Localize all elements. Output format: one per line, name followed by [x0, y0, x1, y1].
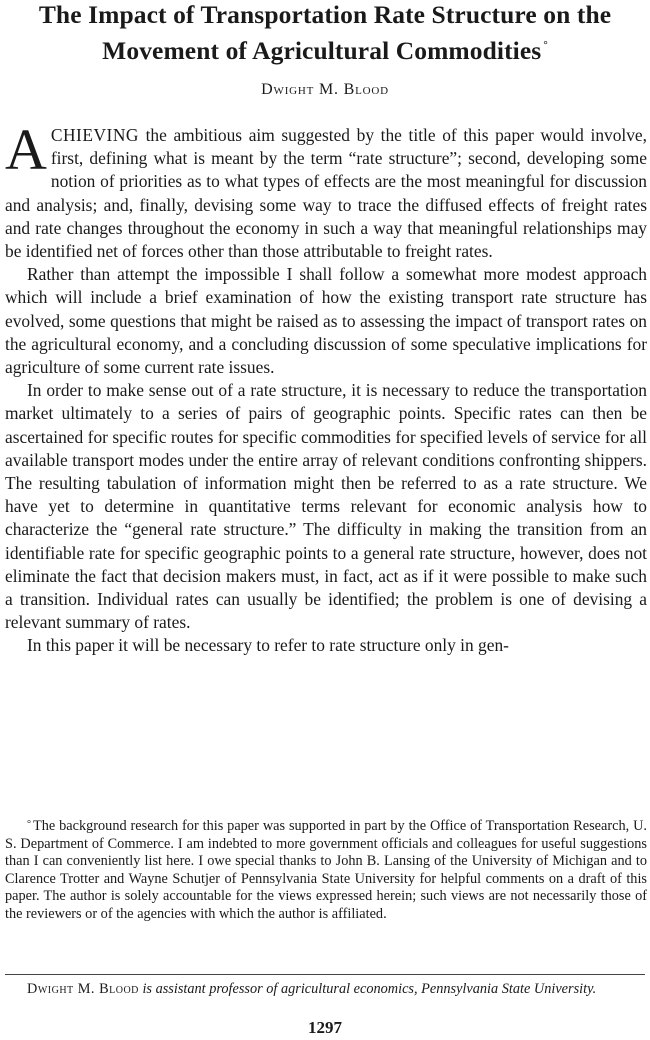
footnote-marker: °	[27, 819, 31, 830]
paragraph-4: In this paper it will be necessary to refer to rate structure only in gen-	[27, 635, 509, 656]
footnote-divider	[5, 974, 645, 975]
title-line-2: Movement of Agricultural Commodities	[102, 36, 542, 65]
paragraph-1	[5, 117, 647, 263]
paragraph-2: Rather than attempt the impossible I shall follow a somewhat more modest approach which will include a brief examination of how the existing transport rate structure has evolved, some questions that might be raised as to assessing the impact of transport rates on the agricultural economy, and a concluding discussion of some speculative implications for agriculture of some current rate issues.	[5, 264, 647, 378]
bio-author-name: Dwight M. Blood	[27, 981, 139, 997]
title-line-1: The Impact of Transportation Rate Structure on the	[38, 0, 612, 29]
footnote	[5, 816, 647, 924]
bio-role: is assistant professor of agricultural economics, Pennsylvania State University.	[138, 981, 597, 997]
article-body	[5, 117, 647, 658]
author-byline: Dwight M. Blood	[261, 81, 389, 98]
title-footnote-marker: °	[543, 39, 548, 51]
article-title	[0, 0, 650, 66]
footnote-text: The background research for this paper was supported in part by the Office of Transportation Research, U. S. Department of Commerce. I am indebted to more government officials and colleagues for useful suggestions than I can conveniently list here. I owe special thanks to John B. Lansing of the University of Michigan and to Clarence Trotter and Wayne Schutjer of Pennsylvania State University for helpful comments on a draft of this paper. The author is solely accountable for the views expressed herein; such views are not necessarily those of the reviewers or of the agencies with which the author is affiliated.	[5, 818, 647, 922]
paragraph-1-text: the ambitious aim suggested by the title of this paper would involve, first, defining what is meant by the term “rate structure”; second, developing some notion of priorities as to what types of effects are the most meaningful for discussion and analysis; and, finally, devising some way to trace the diffused effects of freight rates and rate changes throughout the economy in such a way that meaningful relationships may be identified net of forces other than those attributable to freight rates.	[5, 125, 647, 262]
lead-word: CHIEVING	[50, 125, 139, 145]
paragraph-3: In order to make sense out of a rate structure, it is necessary to reduce the transportation market ultimately to a series of pairs of geographic points. Specific rates can then be ascertained for specific routes for specific commodities for specified levels of service for all available transport modes under the entire array of relevant conditions confronting shippers. The resulting tabulation of information might then be referred to as a rate structure. We have yet to determine in quantitative terms relevant for economic analysis how to characterize the “general rate structure.” The difficulty in making the transition from an identifiable rate for specific geographic points to a general rate structure, however, does not eliminate the fact that decision makers must, in fact, act as if it were possible to make such a transition. Individual rates can usually be identified; the problem is one of devising a relevant summary of rates.	[5, 380, 647, 633]
drop-cap: A	[5, 117, 47, 182]
page-number: 1297	[308, 1018, 342, 1037]
author-bio	[5, 980, 647, 998]
